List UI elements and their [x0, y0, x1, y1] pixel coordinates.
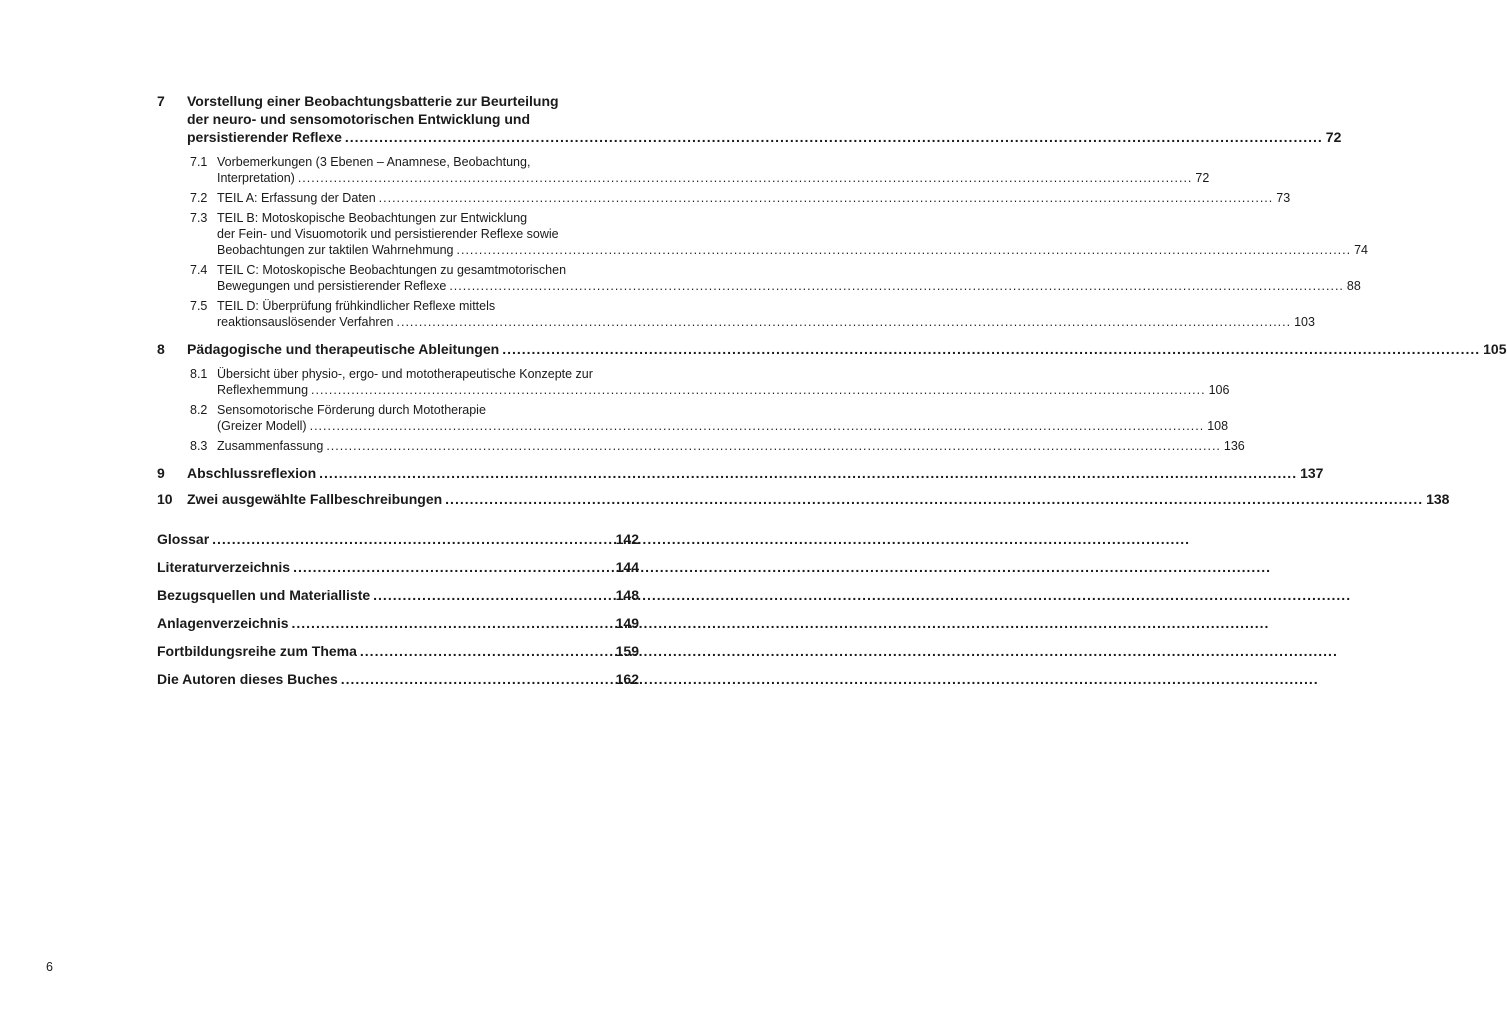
- dot-leader: [319, 464, 1297, 482]
- section-title-end: (Greizer Modell): [217, 419, 307, 433]
- section-title-line: Sensomotorische Förderung durch Mototherapie: [217, 403, 486, 417]
- chapter-title-end: Pädagogische und therapeutische Ableitungen: [187, 341, 500, 357]
- dot-leader: [379, 190, 1274, 206]
- back-matter-entry: [157, 614, 639, 632]
- back-matter-title: Die Autoren dieses Buches: [157, 671, 338, 687]
- back-matter-page-number: 159: [615, 643, 639, 659]
- chapter-number: 7: [157, 93, 165, 109]
- dot-leader: [298, 170, 1193, 186]
- section-title-end: Zusammenfassung: [217, 439, 324, 453]
- dot-leader: [502, 340, 1480, 358]
- chapter-number: 8: [157, 341, 165, 357]
- page-number: 6: [46, 960, 53, 974]
- section-number: 7.2: [190, 191, 208, 205]
- section-number: 8.3: [190, 439, 208, 453]
- chapter-last-line: [187, 490, 1449, 508]
- chapter-title-line: der neuro- und sensomotorischen Entwicklung und: [187, 111, 531, 127]
- chapter-page-number: 105: [1483, 341, 1507, 357]
- back-matter-list: [157, 530, 639, 688]
- section-title-line: Übersicht über physio-, ergo- und mototherapeutische Konzepte zur: [217, 367, 593, 381]
- back-matter-page-number: 142: [615, 531, 639, 547]
- section-last-line: [217, 438, 1245, 454]
- chapter-page-number: 137: [1300, 465, 1324, 481]
- section-list: [190, 154, 1368, 330]
- back-matter-entry: [157, 670, 639, 688]
- section-entry: [190, 366, 1230, 398]
- section-title-end: TEIL A: Erfassung der Daten: [217, 191, 376, 205]
- section-last-line: [217, 170, 1209, 186]
- dot-leader: [360, 642, 613, 660]
- dot-leader: [311, 382, 1206, 398]
- chapter-page-number: 72: [1325, 129, 1342, 145]
- chapter-title-end: Abschlussreflexion: [187, 465, 317, 481]
- section-body: [217, 262, 1361, 294]
- back-matter-page-number: 144: [615, 559, 639, 575]
- section-page-number: 73: [1276, 191, 1291, 205]
- chapter-page-number: 138: [1426, 491, 1450, 507]
- section-entry: [190, 154, 1210, 186]
- chapter-body: [187, 92, 1341, 146]
- dot-leader: [445, 490, 1423, 508]
- section-body: [217, 366, 1229, 398]
- section-page-number: 74: [1354, 243, 1368, 257]
- back-matter-page-number: 162: [615, 671, 639, 687]
- section-title-line: Vorbemerkungen (3 Ebenen – Anamnese, Beobachtung,: [217, 155, 531, 169]
- section-last-line: [217, 382, 1229, 398]
- back-matter-page-number: 149: [615, 615, 639, 631]
- back-matter-entry: [157, 558, 639, 576]
- dot-leader: [292, 614, 613, 632]
- section-last-line: [217, 314, 1315, 330]
- chapter-body: [187, 340, 1507, 358]
- chapter-entry: [157, 464, 1324, 482]
- section-title-end: Bewegungen und persistierender Reflexe: [217, 279, 447, 293]
- chapter-number: 10: [157, 491, 173, 507]
- chapter-title-end: Zwei ausgewählte Fallbeschreibungen: [187, 491, 443, 507]
- section-last-line: [217, 242, 1368, 258]
- section-entry: [190, 210, 1368, 258]
- section-title-line: TEIL C: Motoskopische Beobachtungen zu gesamtmotorischen: [217, 263, 567, 277]
- section-entry: [190, 298, 1315, 330]
- chapter-number: 9: [157, 465, 165, 481]
- section-title-end: Reflexhemmung: [217, 383, 309, 397]
- section-title-line: der Fein- und Visuomotorik und persistierender Reflexe sowie: [217, 227, 559, 241]
- chapter-entry: [157, 490, 1450, 508]
- section-body: [217, 154, 1209, 186]
- section-number: 7.5: [190, 299, 208, 313]
- dot-leader: [326, 438, 1221, 454]
- section-number: 7.3: [190, 211, 208, 225]
- section-last-line: [217, 278, 1361, 294]
- back-matter-entry: [157, 530, 639, 548]
- section-entry: [190, 438, 1245, 454]
- section-list: [190, 366, 1245, 454]
- back-matter-page-number: 148: [615, 587, 639, 603]
- section-page-number: 103: [1294, 315, 1315, 329]
- back-matter-title: Fortbildungsreihe zum Thema: [157, 643, 357, 659]
- section-title-end: Interpretation): [217, 171, 295, 185]
- section-body: [217, 210, 1368, 258]
- section-entry: [190, 402, 1229, 434]
- section-number: 7.4: [190, 263, 208, 277]
- section-entry: [190, 262, 1361, 294]
- section-title-line: TEIL B: Motoskopische Beobachtungen zur Entwicklung: [217, 211, 528, 225]
- table-of-contents: [157, 92, 1507, 698]
- dot-leader: [373, 586, 612, 604]
- section-body: [217, 438, 1245, 454]
- section-page-number: 88: [1346, 279, 1361, 293]
- section-page-number: 108: [1207, 419, 1229, 433]
- dot-leader: [449, 278, 1344, 294]
- section-page-number: 72: [1195, 171, 1210, 185]
- chapter-title-line: Vorstellung einer Beobachtungsbatterie zur Beurteilung: [187, 93, 559, 109]
- chapter-last-line: [187, 340, 1507, 358]
- section-number: 8.1: [190, 367, 208, 381]
- chapter-title-end: persistierender Reflexe: [187, 129, 342, 145]
- chapter-entry: [157, 340, 1507, 358]
- section-title-end: Beobachtungen zur taktilen Wahrnehmung: [217, 243, 454, 257]
- chapter-body: [187, 490, 1449, 508]
- dot-leader: [341, 670, 613, 688]
- section-number: 7.1: [190, 155, 208, 169]
- chapter-body: [187, 464, 1323, 482]
- back-matter-title: Bezugsquellen und Materialliste: [157, 587, 371, 603]
- section-body: [217, 298, 1315, 330]
- section-title-line: TEIL D: Überprüfung frühkindlicher Reflexe mittels: [217, 299, 496, 313]
- dot-leader: [397, 314, 1292, 330]
- section-page-number: 136: [1223, 439, 1245, 453]
- section-last-line: [217, 190, 1290, 206]
- back-matter-entry: [157, 642, 639, 660]
- section-title-end: reaktionsauslösender Verfahren: [217, 315, 394, 329]
- dot-leader: [345, 128, 1323, 146]
- chapter-entry: [157, 92, 1342, 146]
- section-last-line: [217, 418, 1228, 434]
- dot-leader: [457, 242, 1352, 258]
- chapter-last-line: [187, 464, 1323, 482]
- back-matter-title: Anlagenverzeichnis: [157, 615, 289, 631]
- section-number: 8.2: [190, 403, 208, 417]
- back-matter-title: Literaturverzeichnis: [157, 559, 291, 575]
- section-body: [217, 190, 1290, 206]
- dot-leader: [293, 558, 613, 576]
- dot-leader: [212, 530, 613, 548]
- back-matter-entry: [157, 586, 639, 604]
- section-body: [217, 402, 1228, 434]
- back-matter-title: Glossar: [157, 531, 210, 547]
- section-page-number: 106: [1208, 383, 1230, 397]
- dot-leader: [310, 418, 1205, 434]
- chapter-last-line: [187, 128, 1341, 146]
- section-entry: [190, 190, 1291, 206]
- chapter-list: [157, 92, 1507, 508]
